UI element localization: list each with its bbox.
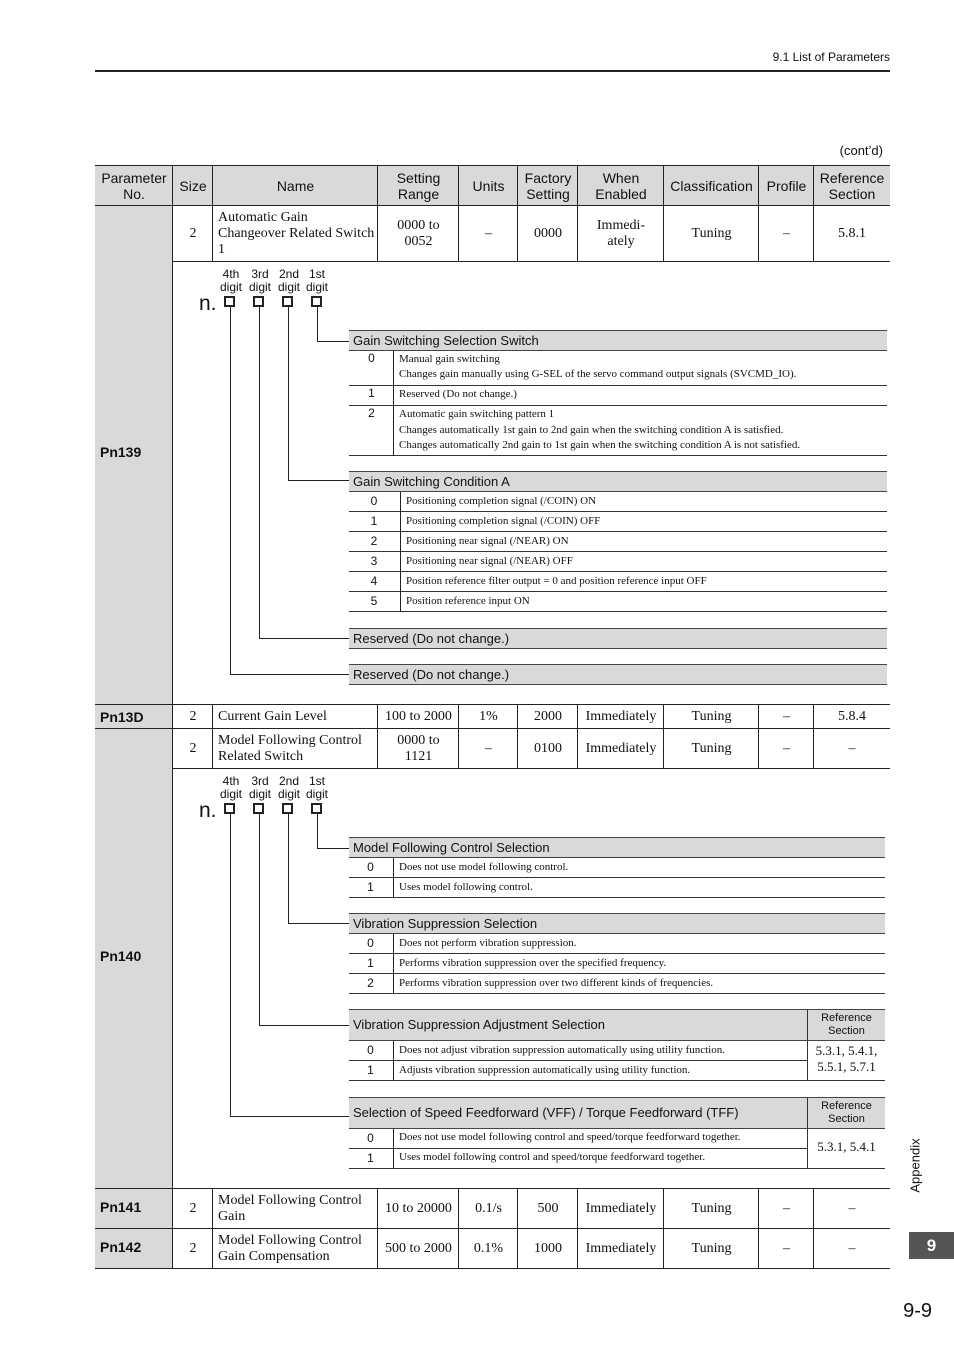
pn13d-units: 1%	[479, 708, 498, 724]
pn139-number: Pn139	[100, 444, 142, 460]
pn141-units: 0.1/s	[475, 1200, 502, 1216]
table-row: 1 Adjusts vibration suppression automatically using utility function.	[349, 1061, 807, 1081]
pn141-size: 2	[189, 1200, 197, 1216]
header-rule	[95, 70, 890, 72]
table-row: 0 Does not perform vibration suppression.	[349, 934, 885, 954]
pn140-ref: –	[848, 740, 856, 756]
header-classification: Classification	[664, 166, 759, 206]
pn141-number: Pn141	[100, 1199, 142, 1215]
pn139-name: Automatic Gain Changeover Related Switch 1	[218, 209, 375, 257]
pn141-factory: 500	[537, 1200, 559, 1216]
reference-section-value: 5.3.1, 5.4.1	[807, 1129, 885, 1169]
pn139-group-reserved-3rd: Reserved (Do not change.)	[349, 628, 887, 649]
group-title: Selection of Speed Feedforward (VFF) / Torque Feedforward (TFF)	[349, 1097, 885, 1129]
pn140-range: 0000 to 1121	[397, 732, 440, 764]
table-row: 2 Automatic gain switching pattern 1 Changes automatically 1st gain to 2nd gain when the switching condition A is satisfied. Changes automatically 2nd gain to 1st gain when the switching condition A is not satisfied.	[349, 406, 887, 456]
reference-section-label: Reference Section	[807, 1098, 885, 1128]
digit-2nd-label: 2nd digit	[277, 774, 300, 801]
pn13d-number: Pn13D	[100, 709, 144, 725]
digit-4th-label: 4th digit	[219, 774, 242, 801]
pn140-factory: 0100	[534, 740, 562, 756]
header-setting-range: Setting Range	[378, 166, 459, 206]
pn142-range: 500 to 2000	[385, 1240, 452, 1256]
pn13d-size: 2	[189, 708, 197, 724]
table-row: 0 Positioning completion signal (/COIN) ON	[349, 492, 887, 512]
pn140-units: –	[485, 740, 492, 756]
pn142-profile: –	[783, 1240, 790, 1256]
digit-2nd-label: 2nd digit	[277, 267, 300, 294]
table-row: 0 Does not use model following control and speed/torque feedforward together.	[349, 1129, 807, 1149]
table-row: 1 Reserved (Do not change.)	[349, 386, 887, 406]
table-row: 0 Manual gain switching Changes gain manually using G-SEL of the servo command output signals (SVCMD_IO).	[349, 351, 887, 386]
reference-section-label: Reference Section	[807, 1010, 885, 1040]
digit-box-2nd	[282, 803, 293, 814]
contd-label: (cont’d)	[839, 143, 883, 158]
pn140-profile: –	[783, 740, 790, 756]
table-row: 2 Positioning near signal (/NEAR) ON	[349, 532, 887, 552]
table-row: 0 Does not use model following control.	[349, 858, 885, 878]
digit-1st-label: 1st digit	[305, 774, 328, 801]
digit-box-1st	[311, 803, 322, 814]
pn142-name: Model Following Control Gain Compensation	[218, 1232, 362, 1264]
pn13d-profile: –	[783, 708, 790, 724]
table-row: 1 Positioning completion signal (/COIN) OFF	[349, 512, 887, 532]
digit-box-4th	[224, 296, 235, 307]
header-units: Units	[459, 166, 518, 206]
pn141-ref: –	[848, 1200, 856, 1216]
pn142-class: Tuning	[691, 1240, 732, 1256]
pn139-when: Immedi- ately	[596, 217, 646, 249]
pn13d-factory: 2000	[534, 708, 562, 724]
digit-1st-label: 1st digit	[305, 267, 328, 294]
group-title: Vibration Suppression Adjustment Selection	[349, 1009, 885, 1041]
pn13d-when: Immediately	[585, 708, 657, 724]
group-title: Gain Switching Selection Switch	[349, 330, 887, 351]
pn139-size: 2	[189, 225, 197, 241]
pn141-profile: –	[783, 1200, 790, 1216]
digit-3rd-label: 3rd digit	[248, 267, 271, 294]
table-row: 3 Positioning near signal (/NEAR) OFF	[349, 552, 887, 572]
pn140-size: 2	[189, 740, 197, 756]
header-when-enabled: When Enabled	[578, 166, 664, 206]
group-title: Gain Switching Condition A	[349, 471, 887, 492]
table-row: 1 Performs vibration suppression over the specified frequency.	[349, 954, 885, 974]
digit-box-1st	[311, 296, 322, 307]
digit-4th-label: 4th digit	[219, 267, 242, 294]
header-size: Size	[173, 166, 213, 206]
n-prefix: n.	[199, 799, 217, 822]
pn139-factory: 0000	[534, 225, 562, 241]
pn140-when: Immediately	[585, 740, 657, 756]
pn140-number: Pn140	[100, 948, 142, 964]
table-row: 5 Position reference input ON	[349, 592, 887, 612]
pn13d-ref: 5.8.4	[838, 708, 866, 724]
pn13d-class: Tuning	[691, 708, 732, 724]
pn142-units: 0.1%	[473, 1240, 504, 1256]
header-name: Name	[213, 166, 378, 206]
header-reference-section: Reference Section	[814, 166, 890, 206]
pn139-group-reserved-4th: Reserved (Do not change.)	[349, 664, 887, 685]
pn139-ref: 5.8.1	[838, 225, 866, 241]
pn139-profile: –	[783, 225, 790, 241]
header-factory-setting: Factory Setting	[518, 166, 578, 206]
pn140-class: Tuning	[691, 740, 732, 756]
digit-box-3rd	[253, 296, 264, 307]
digit-box-3rd	[253, 803, 264, 814]
reference-section-value: 5.3.1, 5.4.1, 5.5.1, 5.7.1	[807, 1041, 885, 1081]
page-number: 9-9	[903, 1300, 932, 1322]
pn139-units: –	[485, 225, 492, 241]
table-row: 1 Uses model following control.	[349, 878, 885, 898]
group-title: Model Following Control Selection	[349, 837, 885, 858]
pn13d-range: 100 to 2000	[385, 708, 452, 724]
digit-box-2nd	[282, 296, 293, 307]
pn141-class: Tuning	[691, 1200, 732, 1216]
pn141-name: Model Following Control Gain	[218, 1192, 362, 1224]
pn142-factory: 1000	[534, 1240, 562, 1256]
digit-box-4th	[224, 803, 235, 814]
header-profile: Profile	[759, 166, 814, 206]
pn13d-name: Current Gain Level	[218, 708, 327, 724]
pn142-when: Immediately	[585, 1240, 657, 1256]
appendix-side-label: Appendix	[907, 1138, 923, 1193]
pn139-range: 0000 to 0052	[397, 217, 440, 249]
chapter-tab: 9	[909, 1232, 954, 1259]
pn142-ref: –	[848, 1240, 856, 1256]
pn141-when: Immediately	[585, 1200, 657, 1216]
pn142-number: Pn142	[100, 1239, 142, 1255]
table-row: 4 Position reference filter output = 0 and position reference input OFF	[349, 572, 887, 592]
table-row: 1 Uses model following control and speed/torque feedforward together.	[349, 1149, 807, 1169]
table-row: 2 Performs vibration suppression over two different kinds of frequencies.	[349, 974, 885, 994]
digit-3rd-label: 3rd digit	[248, 774, 271, 801]
header-param-no: Parameter No.	[95, 166, 173, 206]
pn140-name: Model Following Control Related Switch	[218, 732, 362, 764]
table-row: 0 Does not adjust vibration suppression automatically using utility function.	[349, 1041, 807, 1061]
group-title: Vibration Suppression Selection	[349, 913, 885, 934]
n-prefix: n.	[199, 292, 217, 315]
pn141-range: 10 to 20000	[385, 1200, 452, 1216]
pn139-class: Tuning	[691, 225, 732, 241]
running-head: 9.1 List of Parameters	[772, 50, 890, 64]
pn142-size: 2	[189, 1240, 197, 1256]
